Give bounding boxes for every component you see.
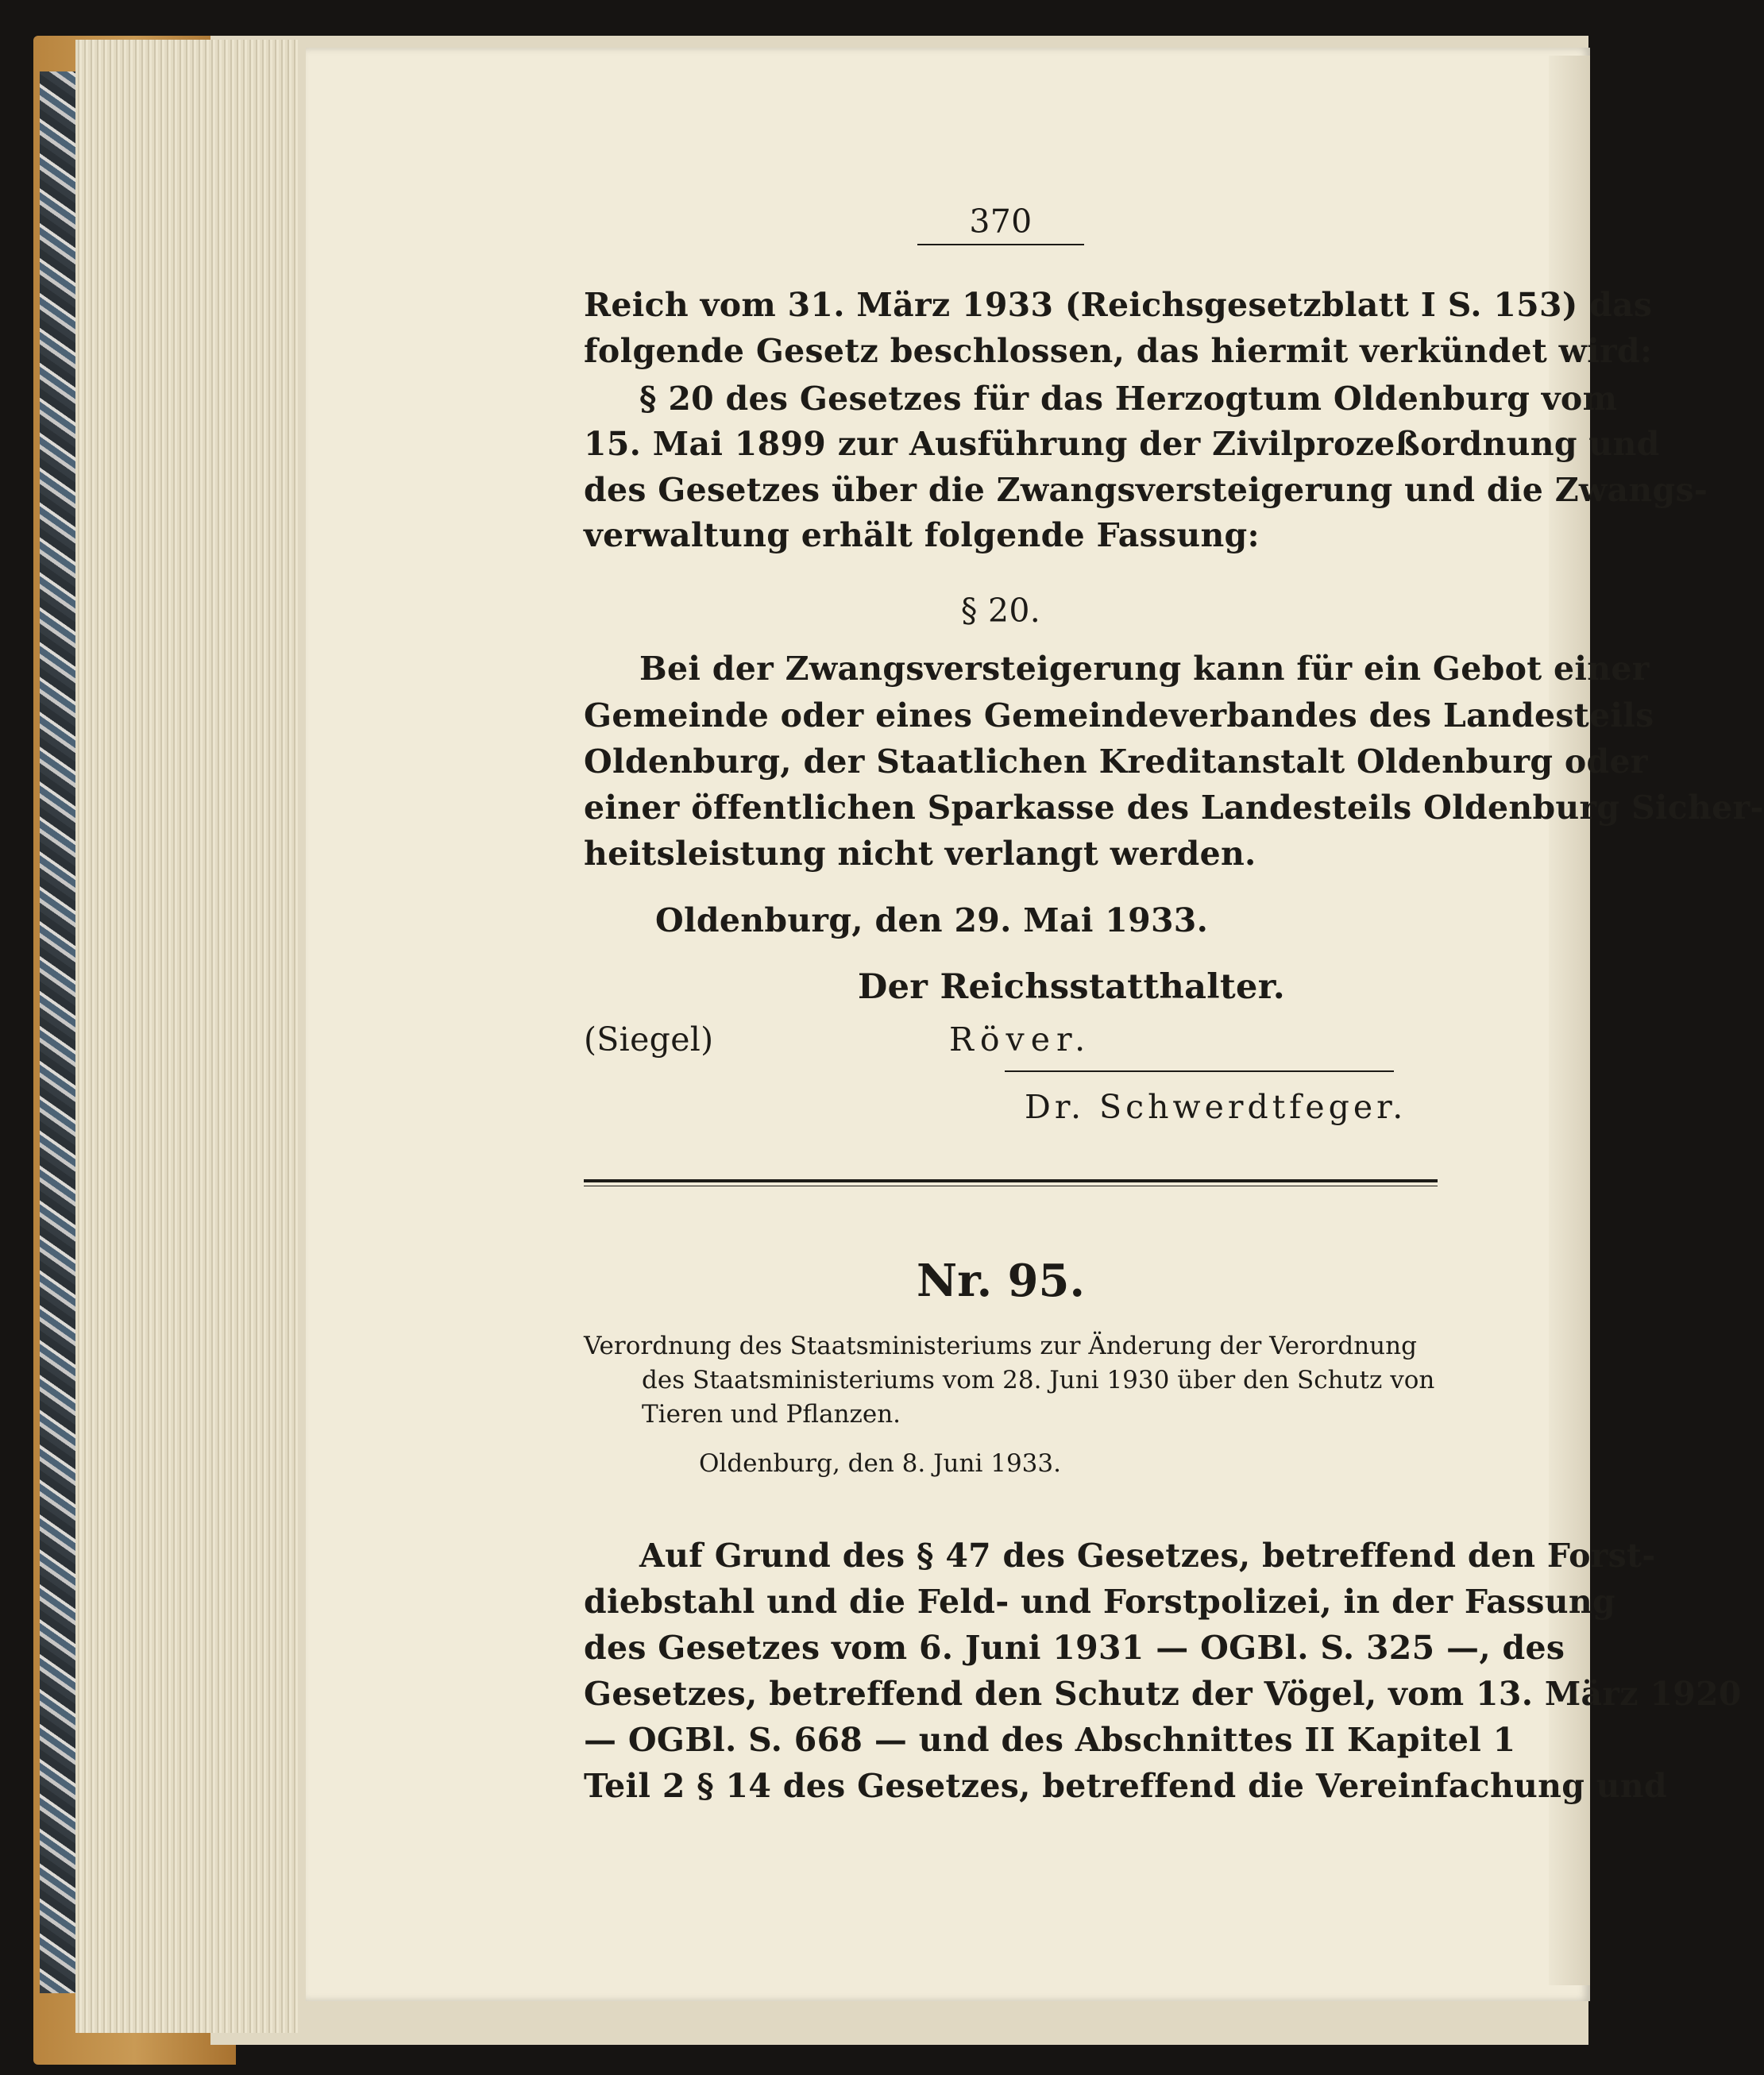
page-number: 370 xyxy=(969,202,1033,241)
ordinance-date: Oldenburg, den 8. Juni 1933. xyxy=(699,1449,1061,1478)
marbled-edge xyxy=(40,71,75,1993)
amend-line: § 20 des Gesetzes für das Herzogtum Oldenburg vom xyxy=(639,380,1618,418)
section-heading: § 20. xyxy=(960,592,1041,630)
section-line: heitsleistung nicht verlangt werden. xyxy=(584,835,1256,873)
page-number-rule xyxy=(917,244,1084,245)
cosigner: Dr. Schwerdtfeger. xyxy=(1025,1088,1407,1126)
signature-rule xyxy=(1005,1070,1394,1072)
ordinance-title-line: Verordnung des Staatsministeriums zur Änderung der Verordnung xyxy=(584,1332,1417,1360)
place-date: Oldenburg, den 29. Mai 1933. xyxy=(655,901,1209,939)
body-line: Teil 2 § 14 des Gesetzes, betreffend die Vereinfachung und xyxy=(584,1767,1667,1805)
section-line: Bei der Zwangsversteigerung kann für ein Gebot einer xyxy=(639,650,1650,688)
signer-name: Röver. xyxy=(949,1020,1092,1059)
intro-line: Reich vom 31. März 1933 (Reichsgesetzblatt I S. 153) das xyxy=(584,286,1653,324)
body-line: des Gesetzes vom 6. Juni 1931 — OGBl. S. 325 —, des xyxy=(584,1629,1565,1667)
page-edges xyxy=(75,40,298,2033)
amend-line: des Gesetzes über die Zwangsversteigerung und die Zwangs- xyxy=(584,471,1708,509)
body-line: — OGBl. S. 668 — und des Abschnittes II Kapitel 1 xyxy=(584,1721,1516,1759)
section-divider xyxy=(584,1179,1438,1182)
seal-mark: (Siegel) xyxy=(584,1020,714,1059)
amend-line: verwaltung erhält folgende Fassung: xyxy=(584,516,1260,554)
number-heading: Nr. 95. xyxy=(917,1255,1085,1307)
intro-line: folgende Gesetz beschlossen, das hiermit verkündet wird: xyxy=(584,332,1653,370)
section-line: Gemeinde oder eines Gemeindeverbandes des Landesteils xyxy=(584,696,1654,735)
body-line: Auf Grund des § 47 des Gesetzes, betreffend den Forst- xyxy=(639,1537,1656,1575)
body-line: diebstahl und die Feld- und Forstpolizei, in der Fassung xyxy=(584,1583,1615,1621)
ordinance-title-line: des Staatsministeriums vom 28. Juni 1930 über den Schutz von xyxy=(642,1366,1435,1394)
ordinance-title-line: Tieren und Pflanzen. xyxy=(642,1400,901,1429)
section-line: einer öffentlichen Sparkasse des Landesteils Oldenburg Sicher- xyxy=(584,789,1764,827)
amend-line: 15. Mai 1899 zur Ausführung der Zivilprozeßordnung und xyxy=(584,425,1660,463)
body-line: Gesetzes, betreffend den Schutz der Vögel, vom 13. März 1920 xyxy=(584,1675,1742,1713)
signer-title: Der Reichsstatthalter. xyxy=(858,967,1285,1007)
section-line: Oldenburg, der Staatlichen Kreditanstalt Oldenburg oder xyxy=(584,742,1648,781)
